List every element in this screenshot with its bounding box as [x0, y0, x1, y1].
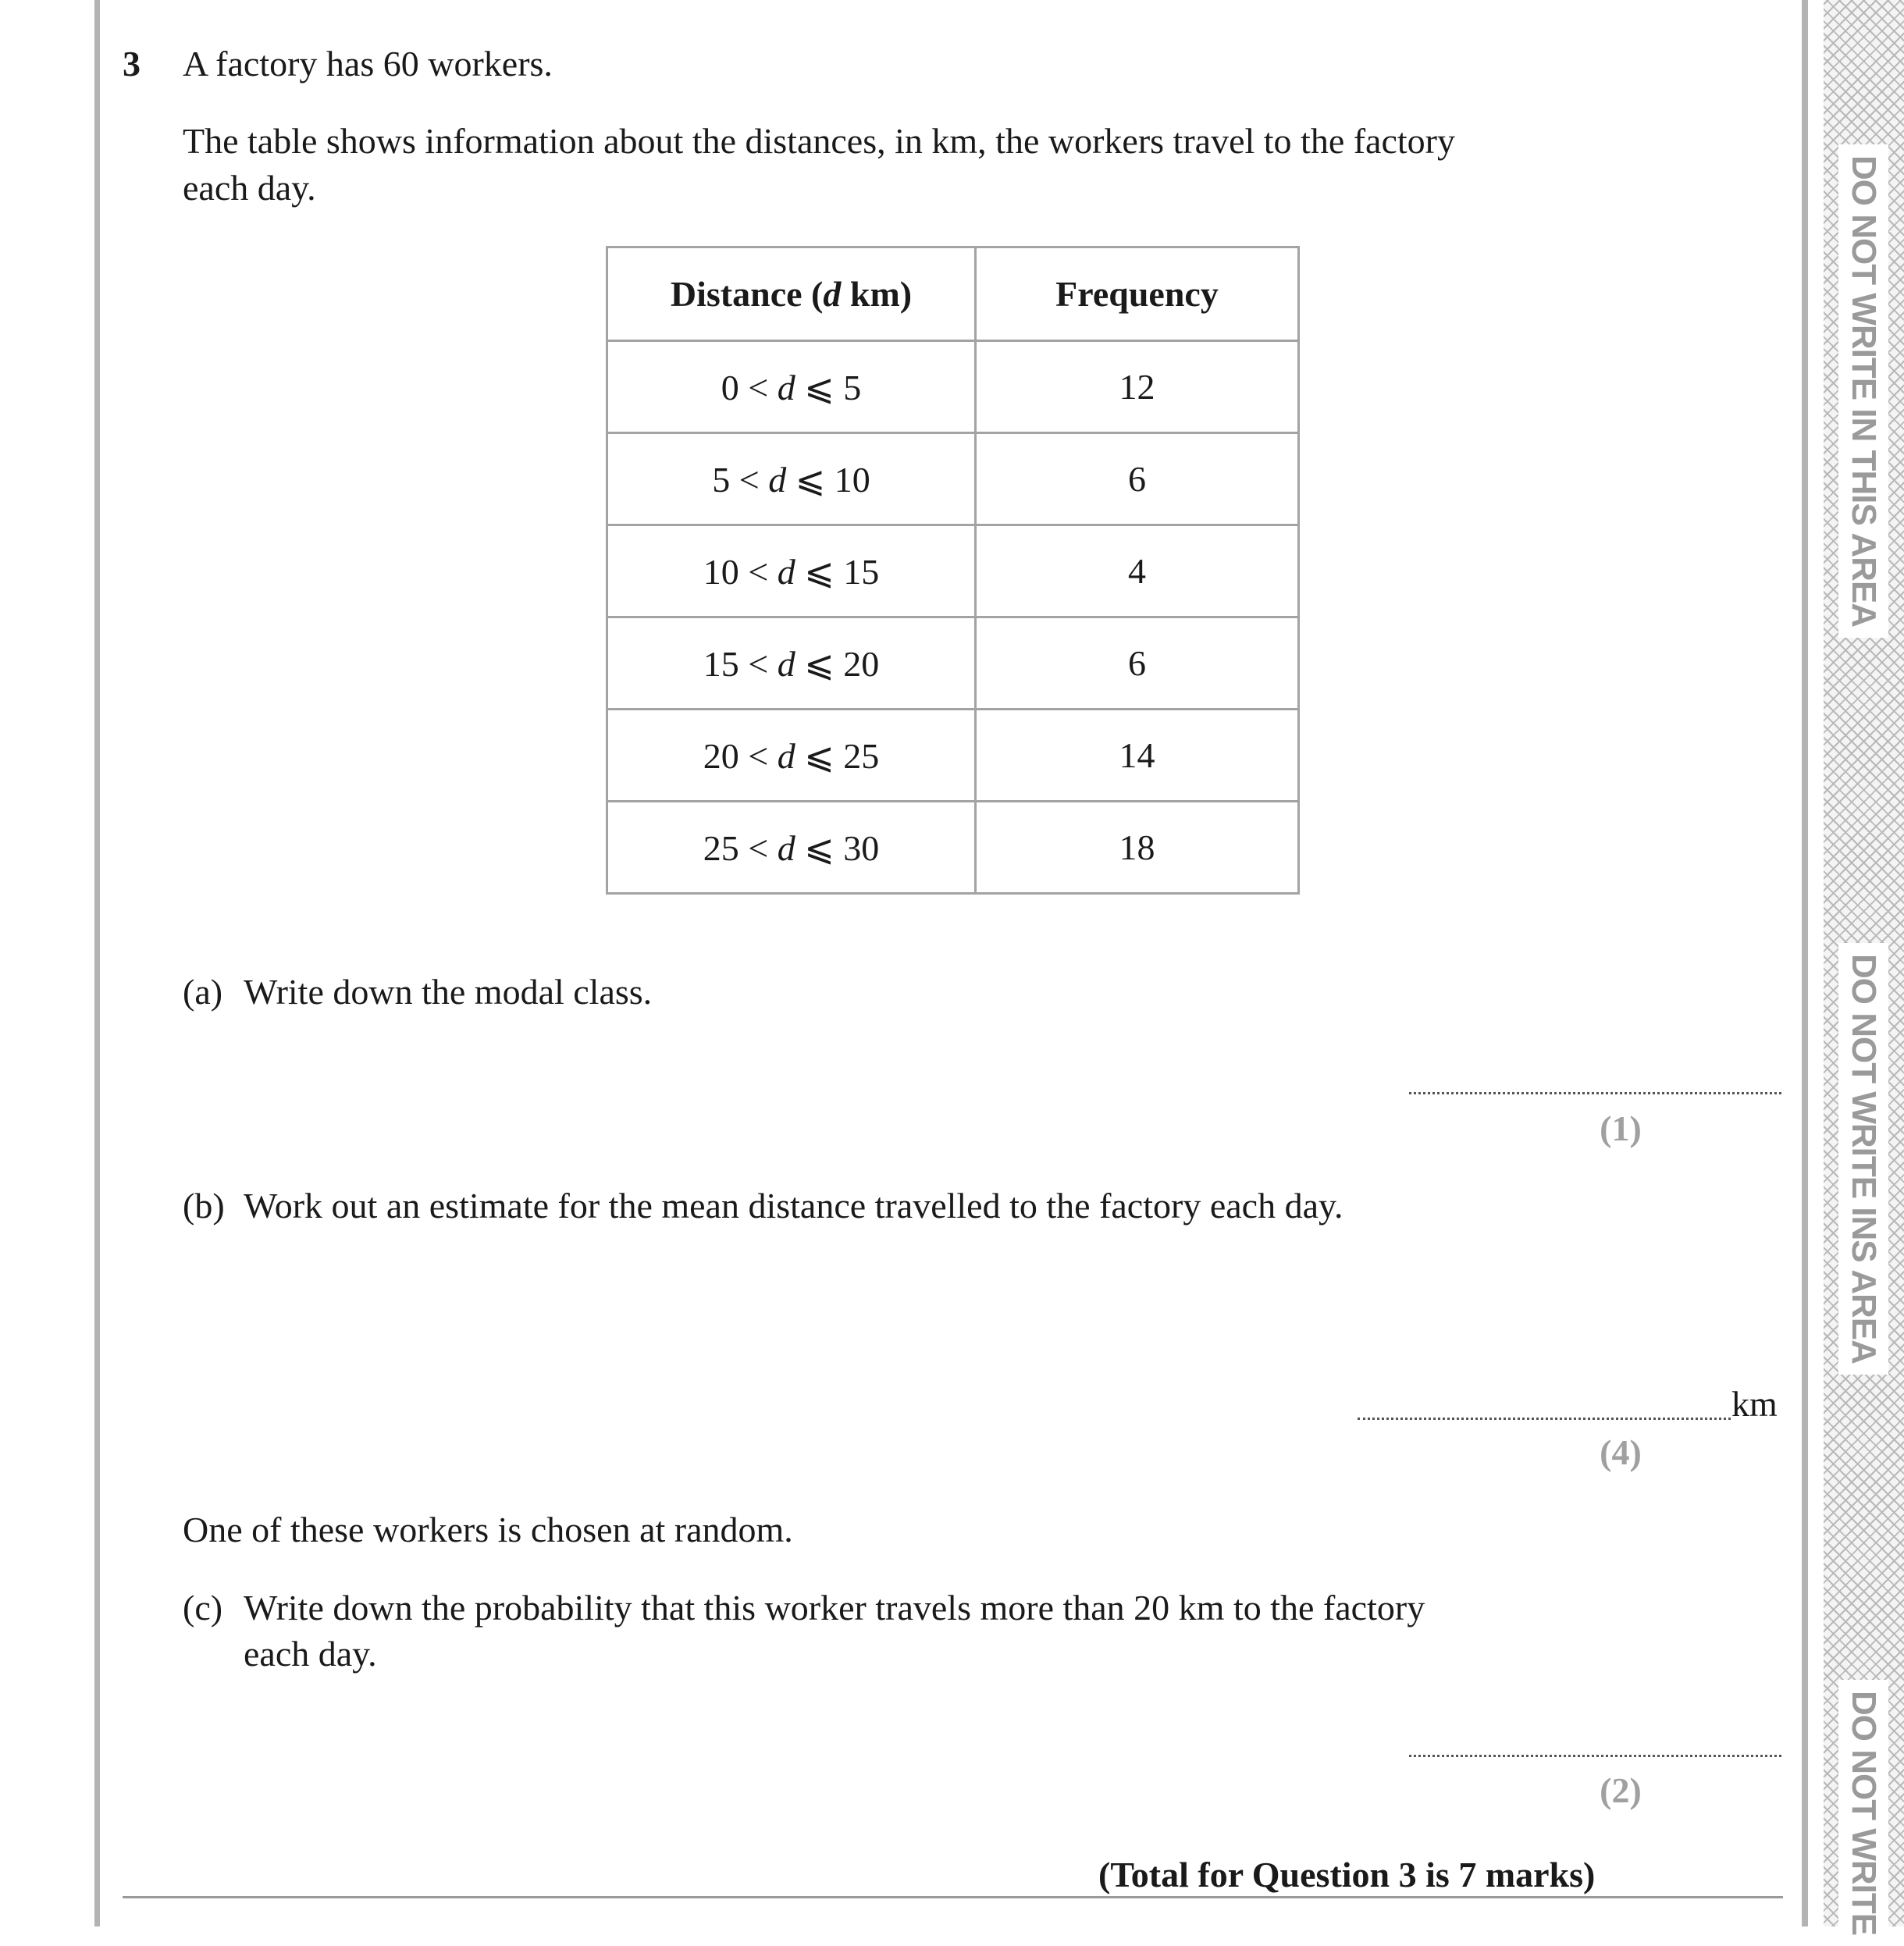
- question-description-line1: The table shows information about the distances, in km, the workers travel to the factory: [183, 121, 1455, 161]
- distance-class-cell: 5 < d ⩽ 10: [607, 433, 976, 525]
- distance-class-cell: 15 < d ⩽ 20: [607, 617, 976, 710]
- frequency-cell: 12: [976, 341, 1299, 433]
- part-a-label: (a): [183, 972, 223, 1012]
- answer-line-a[interactable]: [1409, 1092, 1781, 1094]
- frequency-cell: 18: [976, 802, 1299, 894]
- part-b-text: Work out an estimate for the mean distance travelled to the factory each day.: [244, 1186, 1343, 1226]
- question-description-line2: each day.: [183, 168, 316, 208]
- frequency-table: [606, 246, 1300, 895]
- bottom-rule: [123, 1896, 1783, 1898]
- table-header-row: [607, 247, 1299, 341]
- header-frequency: Frequency: [976, 247, 1299, 341]
- header-distance: Distance (d km): [607, 247, 976, 341]
- part-c-label: (c): [183, 1588, 223, 1628]
- marks-a: (1): [1600, 1108, 1642, 1148]
- page-left-border: [94, 0, 100, 1926]
- frequency-cell: 6: [976, 433, 1299, 525]
- distance-class-cell: 10 < d ⩽ 15: [607, 525, 976, 617]
- part-b-label: (b): [183, 1186, 225, 1226]
- answer-line-b[interactable]: [1358, 1418, 1731, 1420]
- page-right-border: [1802, 0, 1808, 1926]
- margin-warning-label: DO NOT WRITE: [1838, 1680, 1888, 1946]
- table-row: [607, 617, 1299, 710]
- unit-km: km: [1731, 1384, 1778, 1424]
- table-row: [607, 710, 1299, 802]
- table-row: [607, 433, 1299, 525]
- question-intro: A factory has 60 workers.: [183, 44, 553, 84]
- table-row: [607, 525, 1299, 617]
- frequency-cell: 4: [976, 525, 1299, 617]
- table-row: [607, 341, 1299, 433]
- margin-warning-label: DO NOT WRITE IN THIS AREA: [1838, 144, 1888, 638]
- distance-class-cell: 25 < d ⩽ 30: [607, 802, 976, 894]
- distance-class-cell: 0 < d ⩽ 5: [607, 341, 976, 433]
- question-number: 3: [123, 44, 141, 84]
- total-marks: (Total for Question 3 is 7 marks): [1098, 1855, 1596, 1894]
- answer-line-c[interactable]: [1409, 1755, 1781, 1757]
- part-c-text-line1: Write down the probability that this worker travels more than 20 km to the factory: [244, 1588, 1425, 1628]
- part-c-text-line2: each day.: [244, 1634, 377, 1674]
- frequency-cell: 6: [976, 617, 1299, 710]
- distance-class-cell: 20 < d ⩽ 25: [607, 710, 976, 802]
- table-row: [607, 802, 1299, 894]
- random-selection-text: One of these workers is chosen at random.: [183, 1510, 793, 1549]
- marks-b: (4): [1600, 1432, 1642, 1472]
- margin-warning-label: DO NOT WRITE INS AREA: [1838, 943, 1888, 1375]
- part-a-text: Write down the modal class.: [244, 972, 653, 1012]
- marks-c: (2): [1600, 1770, 1642, 1810]
- frequency-cell: 14: [976, 710, 1299, 802]
